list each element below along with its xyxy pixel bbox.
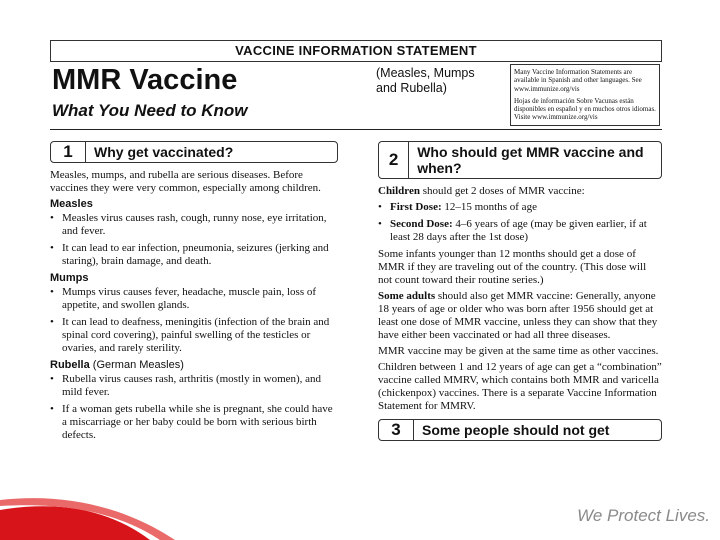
dose-label: First Dose: — [390, 201, 442, 213]
infants-paragraph: Some infants younger than 12 months should get a dose of MMR if they are traveling out of the country. (This dose will not count toward their routine series.) — [378, 248, 647, 286]
list-item — [388, 218, 662, 244]
dose-list — [378, 201, 662, 244]
measles-heading: Measles — [50, 198, 93, 210]
right-column — [378, 141, 662, 441]
section-3-heading: Some people should not get — [422, 422, 610, 438]
list-item: • Mumps virus causes fever, headache, muscle pain, loss of appetite, and swollen glands. — [60, 286, 338, 312]
diseases-caption — [376, 66, 475, 96]
rubella-list — [50, 373, 338, 442]
mmrv-paragraph: Children between 1 and 12 years of age can get a “combination” vaccine called MMRV, which contains both MMR and varicella (chickenpox) vaccines. There is a separate Vaccine Information Statement for MMRV. — [378, 361, 662, 412]
mumps-list — [50, 286, 338, 355]
dose-text: 4–6 years of age (may be given earlier, if at least 28 days after the 1st dose) — [390, 218, 647, 243]
section-1-body — [50, 169, 338, 442]
diseases-line-2: and Rubella) — [376, 81, 447, 95]
diseases-line-1: (Measles, Mumps — [376, 66, 475, 80]
section-1-intro: Measles, mumps, and rubella are serious diseases. Before vaccines they were very common, especially among children. — [50, 169, 321, 194]
section-1-header — [50, 141, 338, 163]
section-2-number: 2 — [379, 142, 409, 178]
vaccine-information-statement-document — [50, 40, 662, 470]
section-2-heading: Who should get MMR vaccine and when? — [417, 144, 644, 176]
language-note-spanish: Hojas de información Sobre Vacunas están disponibles en español y en muchos otros idiomas. Visite www.immunize.org/vis — [514, 96, 656, 122]
measles-list — [50, 212, 338, 268]
list-item: • Measles virus causes rash, cough, runny nose, eye irritation, and fever. — [60, 212, 338, 238]
adults-lead: Some adults — [378, 290, 436, 302]
section-1-number: 1 — [51, 142, 86, 162]
language-note-english: Many Vaccine Information Statements are available in Spanish and other languages. See www.immunize.org/vis — [514, 68, 642, 93]
red-swoosh-decoration — [0, 470, 720, 540]
rubella-title: Rubella — [50, 359, 90, 371]
page-subtitle: What You Need to Know — [52, 101, 248, 120]
mumps-heading: Mumps — [50, 272, 89, 284]
rubella-heading — [50, 359, 338, 372]
header-divider — [50, 129, 662, 130]
children-lead: Children — [378, 185, 420, 197]
page-title: MMR Vaccine — [52, 64, 238, 96]
same-time-paragraph: MMR vaccine may be given at the same time as other vaccines. — [378, 345, 659, 357]
vis-banner: VACCINE INFORMATION STATEMENT — [50, 40, 662, 62]
list-item: • It can lead to ear infection, pneumonia, seizures (jerking and staring), brain damage, and death. — [60, 242, 338, 268]
left-column — [50, 141, 338, 446]
section-2-body — [378, 185, 662, 413]
language-note-box — [510, 64, 660, 126]
list-item: • Rubella virus causes rash, arthritis (mostly in women), and mild fever. — [60, 373, 338, 399]
red-swoosh-main — [0, 506, 150, 540]
section-1-heading: Why get vaccinated? — [94, 144, 234, 160]
dose-label: Second Dose: — [390, 218, 453, 230]
children-paragraph — [378, 185, 662, 198]
dose-text: 12–15 months of age — [441, 201, 537, 213]
list-item: • If a woman gets rubella while she is pregnant, she could have a miscarriage or her baby could be born with serious birth defects. — [60, 403, 338, 442]
children-rest: should get 2 doses of MMR vaccine: — [419, 185, 585, 197]
footer-tagline: We Protect Lives. — [577, 506, 710, 525]
list-item: • It can lead to deafness, meningitis (infection of the brain and spinal cord covering), painful swelling of the testicles or ovaries, and rarely sterility. — [60, 316, 338, 355]
adults-rest: should also get MMR vaccine: Generally, anyone 18 years of age or older who was born after 1956 should get at least one dose of MMR vaccine, unless they can show that they have either been vaccinated or had all three diseases. — [378, 290, 658, 341]
rubella-aside: (German Measles) — [92, 359, 184, 371]
section-3-number: 3 — [379, 420, 414, 440]
list-item — [388, 201, 662, 214]
adults-paragraph — [378, 290, 662, 342]
section-2-header — [378, 141, 662, 179]
section-3-header — [378, 419, 662, 441]
